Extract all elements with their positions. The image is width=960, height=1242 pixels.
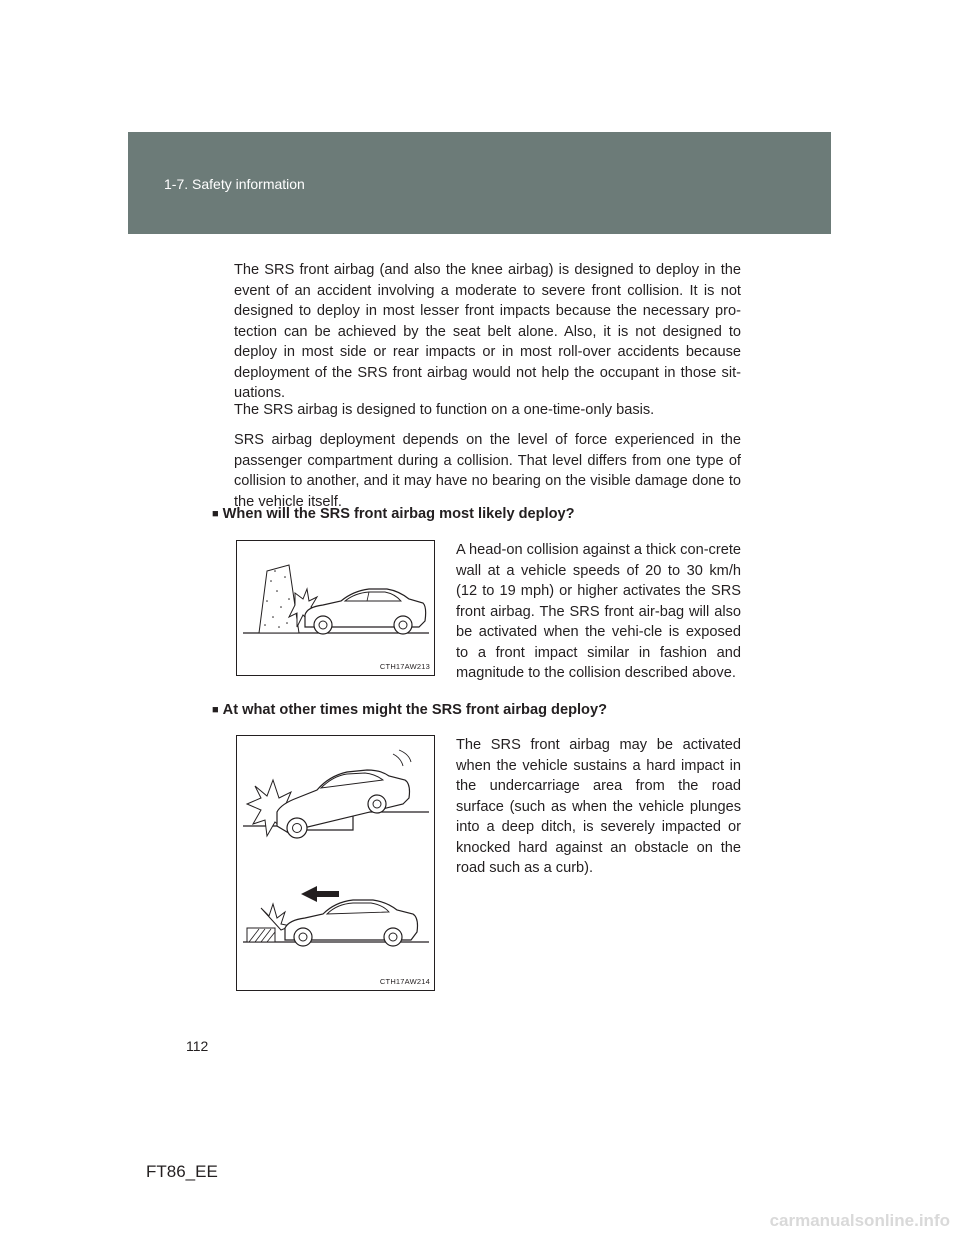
figure-wall-collision	[236, 540, 435, 676]
wall-collision-text: A head-on collision against a thick con-crete wall at a vehicle speeds of 20 to 30 km/h (12 to 19 mph) or higher activates the SRS front airbag. The SRS front air-bag will also be activated when the vehi-cle is exposed to a front impact similar in fashion and magnitude to the collision described above.	[456, 542, 741, 681]
figure-code: CTH17AW214	[379, 977, 430, 986]
black-square-bullet-icon: ■	[212, 704, 219, 716]
heading-text: At what other times might the SRS front airbag deploy?	[222, 702, 607, 718]
undercarriage-impact-illustration	[237, 736, 434, 990]
section-heading-most-likely	[212, 504, 575, 524]
figure-undercarriage-impact	[236, 735, 435, 991]
figure-code: CTH17AW213	[379, 662, 430, 671]
black-square-bullet-icon: ■	[212, 508, 219, 520]
arrow-left-icon	[301, 886, 339, 902]
deployment-force-paragraph: SRS airbag deployment depends on the level of force experienced in the passenger compartment during a collision. That level differs from one type of collision to another, and it may have no bearing on the visible damage done to the vehicle itself.	[234, 432, 741, 510]
section-title: 1-7. Safety information	[164, 176, 305, 192]
intro-paragraph: The SRS front airbag (and also the knee airbag) is designed to deploy in the event of an accident involving a moderate to severe front collision. It is not designed to deploy in most lesser front impacts because the necessary pro-tection can be achieved by the seat belt alone. Also, it is not designed to deploy in most side or rear impacts or in most roll-over accidents because deployment of the SRS front airbag would not help the occupant in those sit-uations.	[234, 262, 741, 401]
section-heading-other-times	[212, 700, 607, 720]
undercarriage-impact-text: The SRS front airbag may be activated when the vehicle sustains a hard impact in the undercarriage area from the road surface (such as when the vehicle plunges into a deep ditch, is severely impacted or knocked hard against an obstacle on the road such as a curb).	[456, 737, 741, 876]
svg-text:carmanualsonline.info: carmanualsonline.info	[769, 1211, 950, 1230]
one-time-paragraph: The SRS airbag is designed to function on a one-time-only basis.	[234, 402, 655, 418]
wall-collision-illustration	[237, 541, 434, 675]
heading-text: When will the SRS front airbag most likely deploy?	[222, 506, 575, 522]
page-number: 112	[186, 1038, 209, 1054]
header-bar	[128, 132, 831, 234]
document-code: FT86_EE	[146, 1162, 218, 1181]
watermark-logo	[754, 1202, 954, 1236]
